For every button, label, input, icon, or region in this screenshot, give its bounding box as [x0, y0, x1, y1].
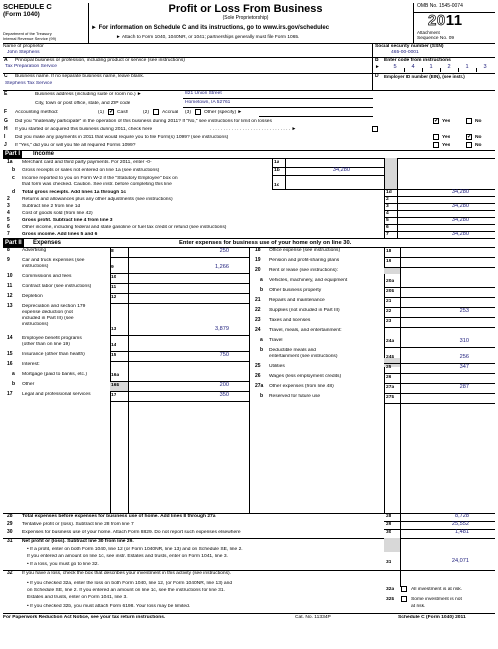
l1d-text: Total gross receipts. Add lines 1a through 1c [22, 190, 127, 195]
left-line-box: 10 [111, 275, 117, 280]
accrual-checkbox[interactable] [153, 109, 159, 115]
l31-box: 31 [386, 560, 392, 565]
l32b-checkbox[interactable] [401, 596, 407, 602]
code-digit: 5 [393, 64, 397, 70]
left-line-text: Mortgage (paid to banks, etc.) [22, 372, 87, 377]
business-name[interactable]: Stephens Tax Service [5, 81, 53, 86]
l30-num: 30 [7, 529, 13, 535]
left-line-box: 13 [111, 327, 117, 332]
right-line-amount[interactable]: 287 [459, 384, 469, 390]
l2-text: Returns and allowances plus any other adjustments (see instructions) [22, 197, 173, 202]
code-digit: 1 [429, 64, 433, 70]
left-line-num: 9 [7, 257, 10, 263]
right-line-text: Travel, meals, and entertainment: [269, 328, 342, 333]
l31-b3: • If a loss, you must go to line 32. [27, 562, 99, 567]
right-line-num: 24 [255, 327, 261, 333]
left-line-box: 17 [111, 393, 117, 398]
attach-line: ► Attach to Form 1040, 1040NR, or 1041; partnerships generally must file Form 1065. [116, 35, 300, 40]
left-line-amount[interactable]: 200 [219, 382, 229, 388]
attachment-label: Attachment [417, 30, 440, 35]
right-line-text: Supplies (not included in Part III) [269, 308, 340, 313]
form-subtitle: (Sole Proprietorship) [222, 15, 269, 21]
proprietor-name[interactable]: John Stephens [7, 50, 40, 55]
left-line-text: Depletion [22, 294, 43, 299]
line-h-dots: . . . . . . . . . . . . . . . . . . . . . . . . . . . . . . ► [210, 127, 297, 132]
l1a-num: 1a [7, 159, 13, 165]
l3-num: 3 [7, 203, 10, 209]
right-line-text: Deductible meals and [269, 348, 317, 353]
l1d-amount[interactable]: 34,280 [451, 189, 469, 195]
l29-amount[interactable]: 25,552 [451, 521, 469, 527]
year-suffix: 11 [445, 12, 463, 29]
line-i-label: Did you make any payments in 2011 that would require you to file Form(s) 1099? (see instructions) [15, 135, 229, 140]
l32-b2: on Schedule SE, line 2. If you entered an amount on line 1c, see the instructions for line 31. [27, 588, 225, 593]
l5-box: 5 [386, 218, 389, 223]
acct-opt2-label: Accrual [162, 110, 179, 115]
business-code[interactable] [386, 64, 494, 72]
l4-text: Cost of goods sold (from line 42) [22, 211, 93, 216]
right-line-text: Wages (less employment credits) [269, 374, 342, 379]
left-line-text: instructions) [22, 322, 49, 327]
line-b-arrow: ► [375, 65, 380, 70]
right-line-num: 21 [255, 297, 261, 303]
right-line-text: Repairs and maintenance [269, 298, 325, 303]
l7-num: 7 [7, 231, 10, 237]
l30-amount[interactable]: 1,481 [455, 529, 469, 535]
l28-num: 28 [7, 513, 13, 519]
right-line-num: b [260, 393, 264, 399]
left-line-text: Commissions and fees [22, 274, 72, 279]
left-line-amount[interactable]: 250 [219, 248, 229, 254]
line-e-city-label: City, town or post office, state, and ZIP code [35, 101, 131, 106]
line-g-letter: G [4, 118, 8, 124]
part-i-title: Income [33, 151, 55, 157]
l3-amount[interactable]: 34,280 [451, 203, 469, 209]
i-yes-checkbox[interactable] [433, 134, 439, 140]
cash-checkbox[interactable]: ✓ [109, 109, 115, 115]
left-line-box: 14 [111, 343, 117, 348]
l1b-text: Gross receipts or sales not entered on line 1a (see instructions) [22, 168, 160, 173]
info-line: ► For information on Schedule C and its instructions, go to www.irs.gov/schedulec [91, 25, 330, 31]
l1c-text2: that form was checked. Caution. See instr. before completing this line [22, 182, 172, 187]
right-line-num: b [260, 287, 264, 293]
business-address[interactable]: 821 Union Street [185, 91, 222, 96]
g-no-label: No [475, 119, 482, 124]
right-line-box: 26 [386, 375, 392, 380]
line-d-label: Employer ID number (EIN), (see instr.) [384, 74, 465, 79]
l2-box: 2 [386, 197, 389, 202]
right-line-box: 18 [386, 249, 392, 254]
left-line-box: 11 [111, 285, 117, 290]
left-line-num: 13 [7, 303, 13, 309]
i-no-label: No [475, 135, 482, 140]
left-line-text: included in Part III) (see [22, 316, 74, 321]
right-line-num: 25 [255, 363, 261, 369]
l32b-box: 32b [386, 597, 395, 602]
right-line-num: a [260, 337, 263, 343]
line-f-letter: F [4, 109, 8, 115]
proprietor-label: Name of proprietor [3, 44, 44, 49]
right-line-box: 20b [386, 289, 395, 294]
right-line-text: Travel [269, 338, 283, 343]
l32b-text2: at risk. [411, 604, 426, 609]
l30-text: Expenses for business use of your home. Attach Form 8829. Do not report such expenses elsewhere [22, 530, 241, 535]
line-c-label: Business name. If no separate business name, leave blank. [15, 74, 145, 79]
left-line-text: Depreciation and section 179 [22, 304, 86, 309]
right-line-box: 24b [386, 355, 395, 360]
j-yes-checkbox[interactable] [433, 142, 439, 148]
l32-text: If you have a loss, check the box that describes your investment in this activity (see instructions). [22, 571, 232, 576]
dept-label: Department of the Treasury [3, 31, 52, 36]
left-line-text: Employee benefit programs [22, 336, 82, 341]
i-no-checkbox[interactable]: ✓ [467, 134, 473, 140]
year-prefix: 20 [428, 12, 446, 29]
h-checkbox[interactable] [372, 126, 378, 132]
left-line-box: 9 [111, 265, 114, 270]
l5-text: Gross profit. Subtract line 4 from line 3 [22, 218, 113, 223]
left-line-text: Contract labor (see instructions) [22, 284, 92, 289]
left-line-num: 17 [7, 391, 13, 397]
l1c-num: c [12, 175, 15, 181]
form-label: (Form 1040) [3, 11, 40, 18]
left-line-text: Legal and professional services [22, 392, 91, 397]
right-line-text: Rent or lease (see instructions): [269, 268, 339, 273]
right-line-box: 27b [386, 395, 395, 400]
schedule-c-form [3, 3, 495, 646]
left-line-num: a [12, 371, 15, 377]
l32-num: 32 [7, 570, 13, 576]
l31-b2: If you entered an amount on line 1c, see instr. Estates and trusts, enter on Form 1041, line 3. [27, 554, 228, 559]
l1c-box: 1c [274, 183, 280, 188]
l3-box: 3 [386, 204, 389, 209]
right-line-text: Taxes and licenses [269, 318, 311, 323]
left-line-num: 14 [7, 335, 13, 341]
line-b-letter-text: B [375, 57, 379, 63]
code-digit: 2 [447, 64, 451, 70]
g-yes-label: Yes [442, 119, 451, 124]
line-a-label: Principal business or profession, including product or service (see instructions) [15, 58, 185, 63]
right-line-num: 18 [255, 247, 261, 253]
left-line-text: Car and truck expenses (see [22, 258, 85, 263]
line-g-label: Did you "materially participate" in the operation of this business during 2011? If "No," see instructions for limit on losses [15, 119, 272, 124]
right-line-box: 22 [386, 309, 392, 314]
right-line-box: 21 [386, 299, 392, 304]
left-line-num: 15 [7, 351, 13, 357]
right-line-num: a [260, 277, 263, 283]
line-j-label: If "Yes," did you or will you file all required Forms 1099? [15, 143, 136, 148]
l31-text: Net profit or (loss). Subtract line 30 from line 29. [22, 539, 134, 544]
acct-opt2-num: (2) [143, 110, 149, 115]
line-h-label: If you started or acquired this business during 2011, check here [15, 127, 153, 132]
line-h-letter: H [4, 126, 8, 132]
schedule-label: SCHEDULE C [3, 2, 52, 11]
sequence-label: Sequence No. 09 [417, 36, 455, 41]
right-line-num: 20 [255, 267, 261, 273]
l1d-num: d [12, 189, 16, 195]
left-line-num: 12 [7, 293, 13, 299]
right-line-num: 26 [255, 373, 261, 379]
part-ii-note: Enter expenses for business use of your home only on line 30. [179, 240, 352, 246]
right-line-amount[interactable]: 347 [459, 364, 469, 370]
l4-box: 4 [386, 211, 389, 216]
right-line-text: Utilities [269, 364, 285, 369]
l1a-box: 1a [274, 160, 280, 165]
l7-text: Gross income. Add lines 5 and 6 [22, 232, 98, 237]
other-method-checkbox[interactable] [195, 109, 201, 115]
line-e-letter: E [4, 91, 8, 97]
footer-form: Schedule C (Form 1040) 2011 [398, 615, 466, 620]
l1b-num: b [12, 167, 16, 173]
part-i-tag: Part I [5, 151, 21, 157]
left-line-box: 16a [111, 373, 120, 378]
right-line-box: 25 [386, 365, 392, 370]
left-line-text: Insurance (other than health) [22, 352, 85, 357]
code-digit: 4 [411, 64, 415, 70]
left-line-text: Advertising [22, 248, 47, 253]
right-line-text: Office expense (see instructions) [269, 248, 341, 253]
j-yes-label: Yes [442, 143, 451, 148]
l29-num: 29 [7, 521, 13, 527]
ssn-label: Social security number (SSN) [375, 44, 444, 49]
left-line-amount[interactable]: 750 [219, 352, 229, 358]
g-yes-checkbox[interactable]: ✓ [434, 118, 440, 124]
left-line-amount[interactable]: 1,266 [215, 264, 229, 270]
footer-cat: Cat. No. 11334P [295, 615, 331, 620]
left-line-num: 16 [7, 361, 13, 367]
left-line-box: 12 [111, 295, 117, 300]
code-digit: 3 [483, 64, 487, 70]
left-line-box: 8 [111, 249, 114, 254]
left-line-text: instructions) [22, 264, 49, 269]
right-line-box: 27a [386, 385, 395, 390]
left-line-text: Other [22, 382, 35, 387]
left-line-num: b [12, 381, 16, 387]
j-no-checkbox[interactable] [466, 142, 472, 148]
part-ii-title: Expenses [33, 240, 62, 246]
footer-notice: For Paperwork Reduction Act Notice, see your tax return instructions. [3, 615, 166, 620]
right-line-box: 20a [386, 279, 395, 284]
ssn-value[interactable]: 465-00-0001 [391, 50, 419, 55]
right-line-amount[interactable]: 310 [459, 338, 469, 344]
accounting-label: Accounting method: [15, 110, 59, 115]
line-b-letter [375, 58, 379, 64]
l6-num: 6 [7, 224, 10, 230]
i-yes-label: Yes [442, 135, 451, 140]
l3-text: Subtract line 2 from line 1d [22, 204, 81, 209]
left-line-amount[interactable]: 3,879 [215, 326, 229, 332]
left-line-num: 8 [7, 247, 10, 253]
l30-box: 30 [386, 530, 392, 535]
right-line-num: 19 [255, 257, 261, 263]
l31-num: 31 [7, 538, 13, 544]
left-line-text: (other than on line 19) [22, 342, 70, 347]
line-a-letter: A [4, 57, 8, 63]
code-digit: 1 [465, 64, 469, 70]
left-line-amount[interactable]: 350 [219, 392, 229, 398]
l31-amount[interactable]: 24,071 [451, 558, 469, 564]
right-line-text: entertainment (see instructions) [269, 354, 338, 359]
omb-number: OMB No. 1545-0074 [417, 3, 463, 9]
l5-amount[interactable]: 34,280 [451, 217, 469, 223]
line-c-letter: C [4, 73, 8, 79]
l1b-box: 1b [274, 168, 280, 173]
irs-label: Internal Revenue Service (99) [3, 36, 57, 41]
right-line-text: Reserved for future use [269, 394, 321, 399]
l32-b3: Estates and trusts, enter on Form 1041, line 3. [27, 595, 128, 600]
business-activity[interactable]: Tax Preparation Service [5, 64, 57, 69]
l1d-box: 1d [386, 190, 392, 195]
right-line-num: 23 [255, 317, 261, 323]
line-j-letter: J [4, 142, 7, 148]
left-line-num: 10 [7, 273, 13, 279]
line-i-letter: I [4, 134, 6, 140]
right-line-box: 24a [386, 339, 395, 344]
right-line-text: Other business property [269, 288, 322, 293]
l28-box: 28 [386, 514, 392, 519]
part-ii-tag: Part II [5, 240, 22, 246]
l32b-text1: Some investment is not [411, 597, 462, 602]
l4-num: 4 [7, 210, 10, 216]
right-line-box: 23 [386, 319, 392, 324]
form-title: Profit or Loss From Business [168, 3, 323, 15]
l32-b4: • If you checked 32b, you must attach Form 6198. Your loss may be limited. [27, 604, 191, 609]
business-city[interactable]: Hometown, IA 52761 [185, 100, 231, 105]
l7-amount[interactable]: 34,280 [451, 231, 469, 237]
l28-amount[interactable]: 8,728 [455, 513, 469, 519]
l29-box: 29 [386, 522, 392, 527]
right-line-num: 22 [255, 307, 261, 313]
l7-box: 7 [386, 232, 389, 237]
right-line-num: 27a [255, 383, 264, 389]
l2-num: 2 [7, 196, 10, 202]
l31-b1: • If a profit, enter on both Form 1040, line 12 (or Form 1040NR, line 13) and on Schedule SE, line 2. [27, 547, 243, 552]
left-line-text: expense deduction (not [22, 310, 73, 315]
l29-text: Tentative profit or (loss). Subtract line 28 from line 7 [22, 522, 134, 527]
l28-text: Total expenses before expenses for business use of home. Add lines 8 through 27a [22, 514, 216, 519]
l32a-box: 32a [386, 587, 395, 592]
l32-b1: • If you checked 32a, enter the loss on both Form 1040, line 12, (or Form 1040NR, line 13) and [27, 581, 233, 586]
right-line-box: 19 [386, 259, 392, 264]
l1a-text: Merchant card and third party payments. For 2011, enter -0- [22, 160, 152, 165]
acct-opt1-label: Cash [117, 110, 129, 115]
j-no-label: No [475, 143, 482, 148]
right-line-amount[interactable]: 253 [459, 308, 469, 314]
l1b-amount[interactable]: 34,280 [332, 167, 350, 173]
left-line-box: 16b [111, 383, 120, 388]
right-line-text: Vehicles, machinery, and equipment [269, 278, 348, 283]
acct-opt1-num: (1) [98, 110, 104, 115]
line-d-letter: D [375, 73, 379, 79]
l6-text: Other income, including federal and state gasoline or fuel tax credit or refund (see instructions) [22, 225, 227, 230]
l32a-checkbox[interactable] [401, 586, 407, 592]
l5-num: 5 [7, 217, 10, 223]
line-e-address-label: Business address (including suite or room no.) ► [35, 92, 142, 97]
g-no-checkbox[interactable] [466, 118, 472, 124]
right-line-text: Other expenses (from line 48) [269, 384, 334, 389]
l6-box: 6 [386, 225, 389, 230]
left-line-num: 11 [7, 283, 13, 289]
line-b-label: Enter code from instructions [384, 58, 451, 63]
tax-year [428, 12, 463, 29]
right-line-amount[interactable]: 256 [459, 354, 469, 360]
acct-opt3-label: Other (specify) ► [204, 110, 243, 115]
right-line-text: Pension and profit-sharing plans [269, 258, 340, 263]
l1c-text1: Income reported to you on Form W-2 if the "Statutory Employee" box on [22, 176, 178, 181]
right-line-num: b [260, 347, 264, 353]
l32a-text: All investment is at risk. [411, 587, 463, 592]
left-line-box: 15 [111, 353, 117, 358]
left-line-text: Interest: [22, 362, 40, 367]
acct-opt3-num: (3) [185, 110, 191, 115]
